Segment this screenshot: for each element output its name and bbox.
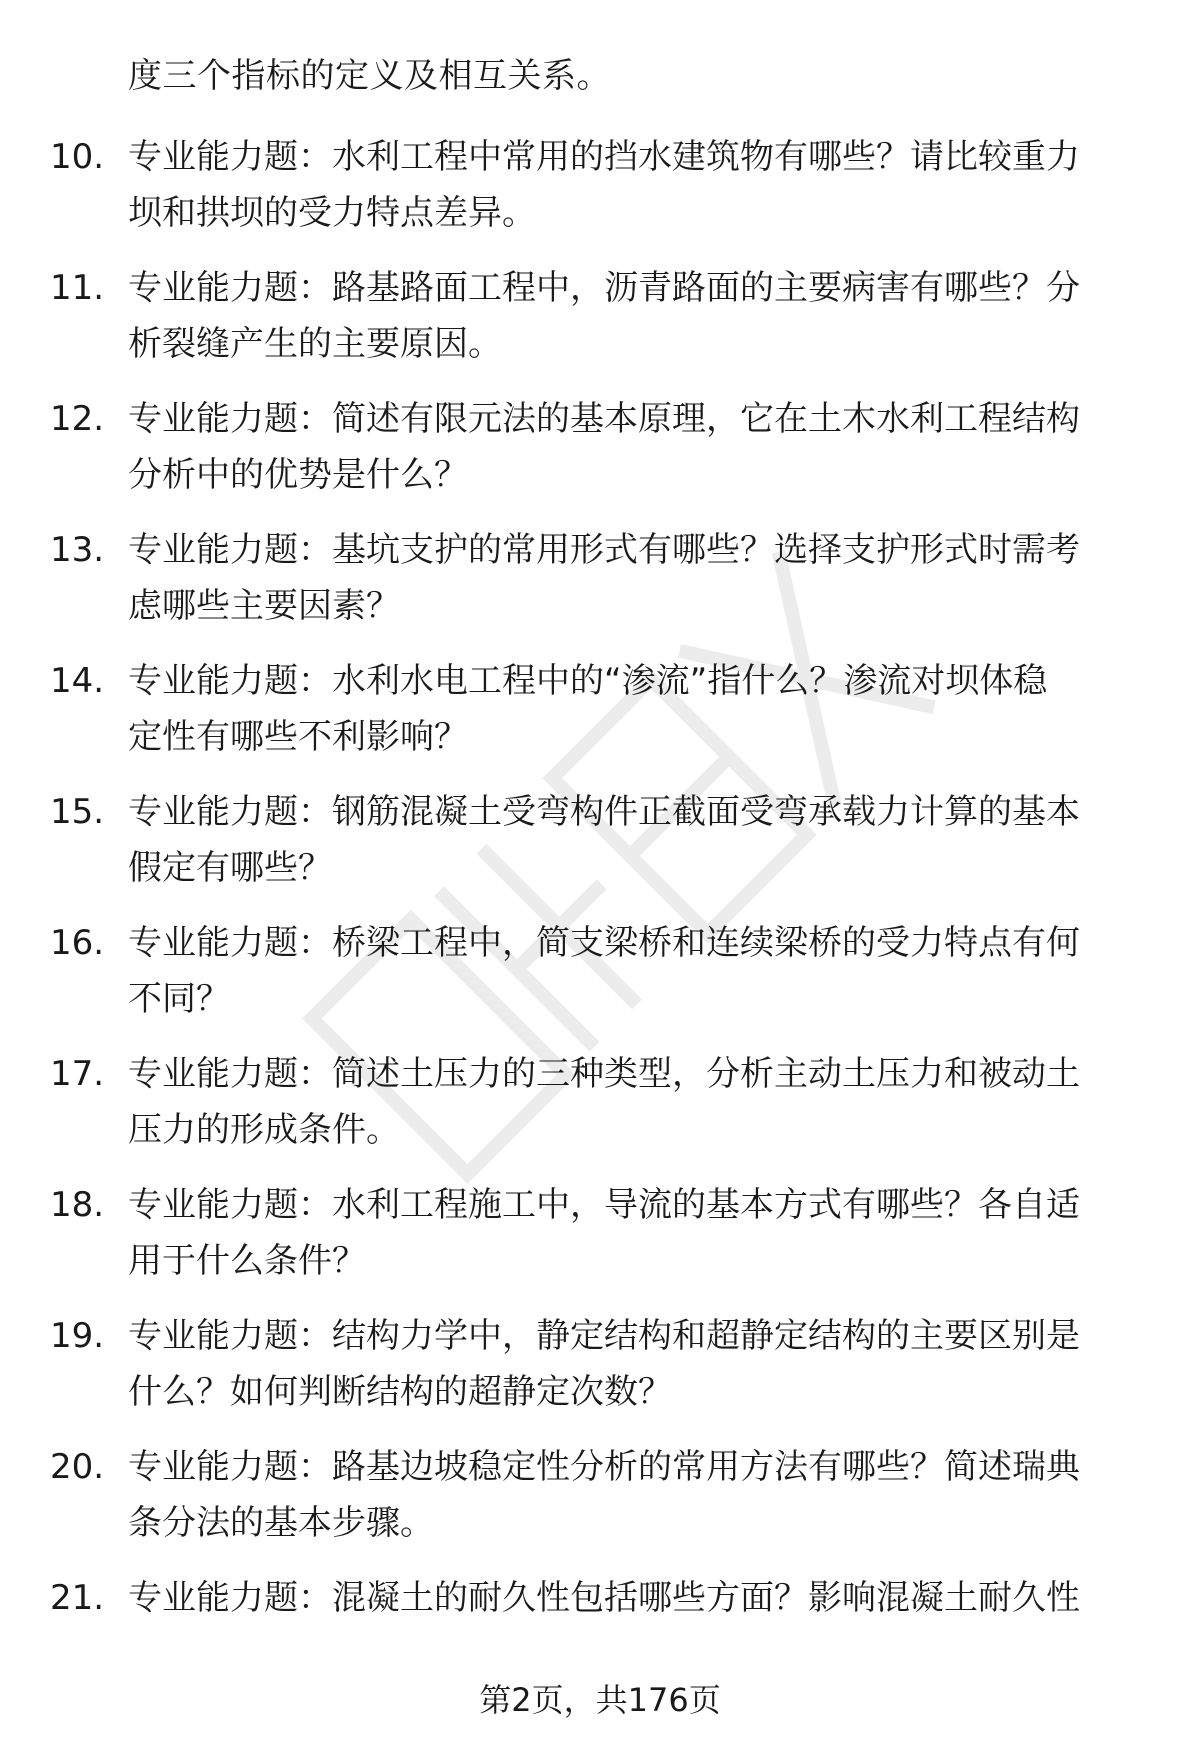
item-text-line1: 专业能力题：路基路面工程中，沥青路面的主要病害有哪些？分 [128,268,1080,308]
item-text-line1: 专业能力题：路基边坡稳定性分析的常用方法有哪些？简述瑞典 [128,1447,1080,1487]
item-text-line2: 条分法的基本步骤。 [128,1503,434,1543]
list-item [0,919,1200,1029]
item-text-line1: 专业能力题：水利工程中常用的挡水建筑物有哪些？请比较重力 [128,137,1080,177]
list-item [0,395,1200,505]
item-text-line1: 专业能力题：水利水电工程中的“渗流”指什么？渗流对坝体稳 [128,661,1048,701]
list-item [0,657,1200,767]
item-text-line1: 专业能力题：结构力学中，静定结构和超静定结构的主要区别是 [128,1316,1080,1356]
item-text-line2: 不同？ [128,979,230,1019]
list-item [0,133,1200,243]
item-number: 10. [50,137,105,177]
item-number: 15. [50,792,105,832]
item-text-line2: 析裂缝产生的主要原因。 [128,324,502,364]
item-number: 21. [50,1578,105,1618]
item-number: 13. [50,530,105,570]
list-item [0,1050,1200,1160]
item-text-line1: 专业能力题：基坑支护的常用形式有哪些？选择支护形式时需考 [128,530,1080,570]
item-text-line2: 什么？如何判断结构的超静定次数？ [128,1372,672,1412]
item-text-line1: 专业能力题：水利工程施工中，导流的基本方式有哪些？各自适 [128,1185,1080,1225]
item-number: 11. [50,268,105,308]
item-text-line1: 专业能力题：简述有限元法的基本原理，它在土木水利工程结构 [128,399,1080,439]
list-item [0,788,1200,898]
item-number: 18. [50,1185,105,1225]
list-item [0,1574,1200,1630]
item-text-line2: 用于什么条件？ [128,1241,366,1281]
item-text-line1: 专业能力题：钢筋混凝土受弯构件正截面受弯承载力计算的基本 [128,792,1080,832]
item-text-line2: 虑哪些主要因素？ [128,586,400,626]
item-text-line2: 假定有哪些？ [128,848,332,888]
item-number: 19. [50,1316,105,1356]
item-number: 12. [50,399,105,439]
item-text-line1: 专业能力题：简述土压力的三种类型，分析主动土压力和被动土 [128,1054,1080,1094]
item-number: 20. [50,1447,105,1487]
page-number-footer: 第2页，共176页 [479,1681,721,1719]
item-text-line2: 分析中的优势是什么？ [128,455,468,495]
list-item [0,1181,1200,1291]
item-text-line2: 定性有哪些不利影响？ [128,717,468,757]
item-text-line2: 压力的形成条件。 [128,1110,400,1150]
item-text-line1: 专业能力题：混凝土的耐久性包括哪些方面？影响混凝土耐久性 [128,1578,1080,1618]
list-item [0,264,1200,374]
list-item [0,526,1200,636]
item-number: 14. [50,661,105,701]
item-number: 16. [50,923,105,963]
item-text-line1: 专业能力题：桥梁工程中，简支梁桥和连续梁桥的受力特点有何 [128,923,1080,963]
item-text-line2: 坝和拱坝的受力特点差异。 [128,193,536,233]
item-number: 17. [50,1054,105,1094]
list-item [0,1443,1200,1553]
list-item [0,1312,1200,1422]
continuation-text: 度三个指标的定义及相互关系。 [128,56,611,96]
